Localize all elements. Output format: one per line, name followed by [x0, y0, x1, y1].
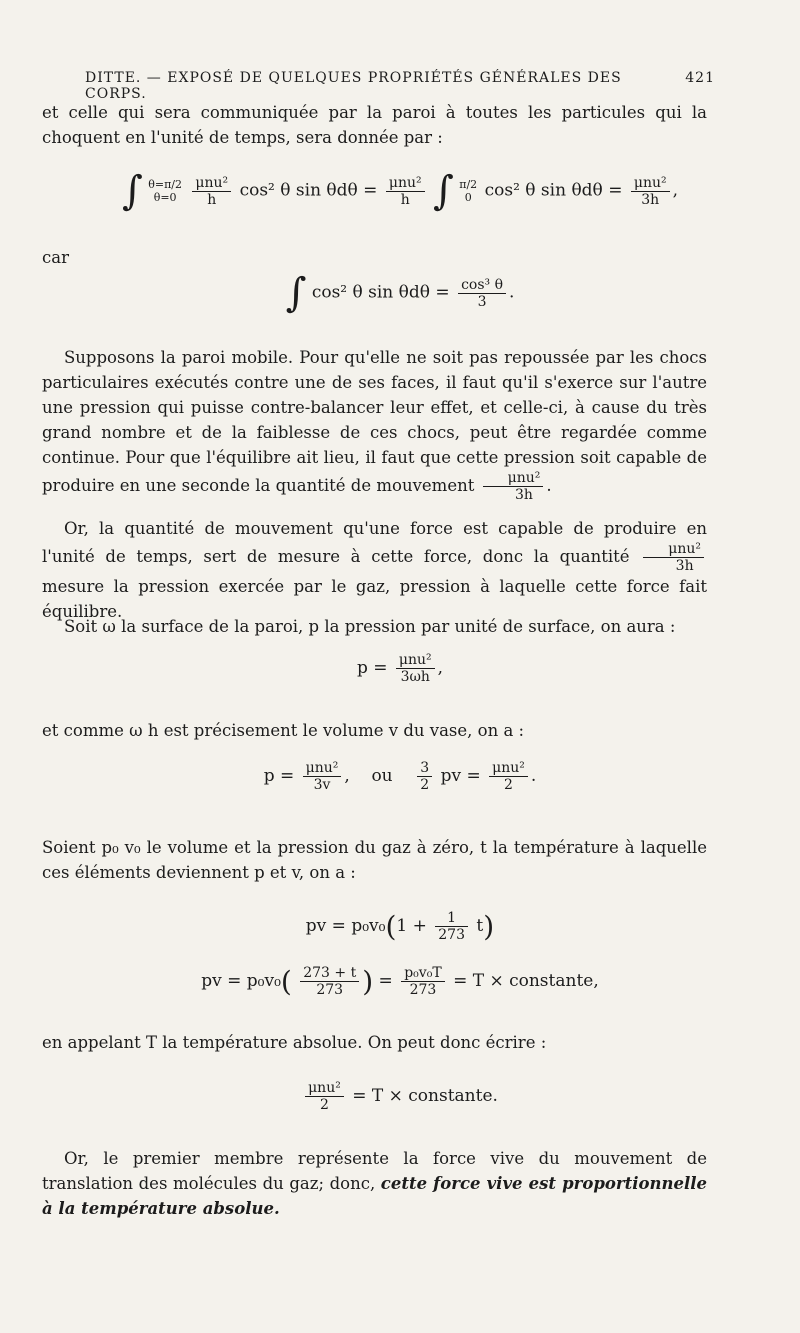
fraction: $\frac{\text{p₀v₀T}}{273}$	[401, 965, 444, 998]
paragraph-7: Soient p₀ v₀ le volume et la pression du gaz à zéro, t la température à laquelle ces éléments deviennent p et v, on a :	[42, 838, 707, 882]
fraction: $\frac{\text{μnu²}}{3\omega h}$	[396, 652, 435, 685]
integrand: cos² θ sin θdθ =	[484, 180, 623, 201]
integral-limits: π/2 0	[459, 178, 478, 204]
fraction: $\frac{1}{273}$	[435, 910, 468, 943]
emphasis: cette force vive est proportionnelle à la température absolue.	[42, 1174, 708, 1218]
paragraph-9: Or, le premier membre représente la force vive du mouvement de translation des molécules du gaz; donc, cette force vive est proportionnelle à la température absolue.	[42, 1149, 708, 1218]
integral-sign: ∫	[121, 168, 143, 214]
paragraph-8: en appelant T la température absolue. On peut donc écrire :	[42, 1033, 547, 1052]
fraction: $\frac{\text{μnu²}}{2}$	[305, 1080, 344, 1113]
paragraph-6: et comme ω h est précisement le volume v du vase, on a :	[42, 721, 525, 740]
equation-7: $\frac{\text{μnu²}}{2}$ = T × constante.	[0, 1080, 800, 1113]
equation-6: pv = p₀v₀( $\frac{273 + t}{273}$ ) = $\frac{\text{p₀v₀T}}{273}$ = T × constante,	[201, 965, 599, 998]
fraction: $\frac{\text{μnu²}}{h}$	[386, 175, 425, 208]
fraction: $\frac{3}{2}$	[417, 760, 432, 793]
equation-4: p = $\frac{\text{μnu²}}{3v}$ , ou $\frac{3}{2}$ pv = $\frac{\text{μnu²}}{2}$ .	[263, 760, 537, 793]
page-number: 421	[685, 70, 715, 86]
fraction: $\frac{273 + t}{273}$	[300, 965, 359, 998]
integral-sign: ∫	[433, 168, 454, 214]
integral-sign: ∫	[285, 270, 307, 316]
fraction: $\frac{\text{μnu²}}{h}$	[192, 175, 231, 208]
equation-5: pv = p₀v₀(1 + $\frac{1}{273}$ t)	[305, 910, 495, 943]
paragraph-4: Or, la quantité de mouvement qu'une force est capable de produire en l'unité de temps, sert de mesure à cette force, donc la quantité $\frac{\text{μnu²}}{3h}$ mesure la pression exercée par le gaz, pression à laquelle cette force fait équilibre.	[42, 519, 707, 621]
fraction: $\frac{\text{cos³ θ}}{3}$	[458, 277, 506, 310]
integrand: cos² θ sin θdθ =	[239, 180, 378, 201]
fraction: $\frac{\text{μnu²}}{3h}$	[631, 175, 670, 208]
equation-2: ∫ cos² θ sin θdθ = $\frac{\text{cos³ θ}}{3}$ .	[285, 270, 515, 316]
fraction: $\frac{\text{μnu²}}{2}$	[489, 760, 528, 793]
equation-1: ∫ θ=π/2 θ=0 $\frac{\text{μnu²}}{h}$ cos² θ sin θdθ = $\frac{\text{μnu²}}{h}$ ∫ π/2 0 cos² θ sin θdθ = $\frac{\text{μnu²}}{3h}$ ,	[121, 168, 679, 214]
paragraph-2: car	[42, 248, 69, 267]
running-header	[85, 70, 715, 102]
integrand: cos² θ sin θdθ =	[311, 282, 450, 303]
inline-fraction: $\frac{\text{μnu²}}{3h}$	[483, 470, 544, 503]
fraction: $\frac{\text{μnu²}}{3v}$	[303, 760, 342, 793]
inline-fraction: $\frac{\text{μnu²}}{3h}$	[643, 541, 704, 574]
paragraph-5: Soit ω la surface de la paroi, p la pression par unité de surface, on aura :	[64, 617, 676, 636]
running-title: DITTE. — EXPOSÉ DE QUELQUES PROPRIÉTÉS GÉNÉRALES DES CORPS.	[85, 70, 622, 102]
paragraph-3: Supposons la paroi mobile. Pour qu'elle ne soit pas repoussée par les chocs particulaires exécutés contre une de ses faces, il faut qu'il s'exerce sur l'autre une pression qui puisse contre-balancer leur effet, et celle-ci, à cause du très grand nombre et de la faiblesse de ces chocs, peut être regardée comme continue. Pour que l'équilibre ait lieu, il faut que cette pression soit capable de produire en une seconde la quantité de mouvement $\frac{\text{μnu²}}{3h}$ .	[42, 348, 707, 503]
equation-3: p = $\frac{\text{μnu²}}{3\omega h}$ ,	[356, 652, 444, 685]
paragraph-1: et celle qui sera communiquée par la paroi à toutes les particules qui la choquent en l'unité de temps, sera donnée par :	[42, 103, 707, 147]
integral-limits: θ=π/2 θ=0	[148, 178, 183, 204]
